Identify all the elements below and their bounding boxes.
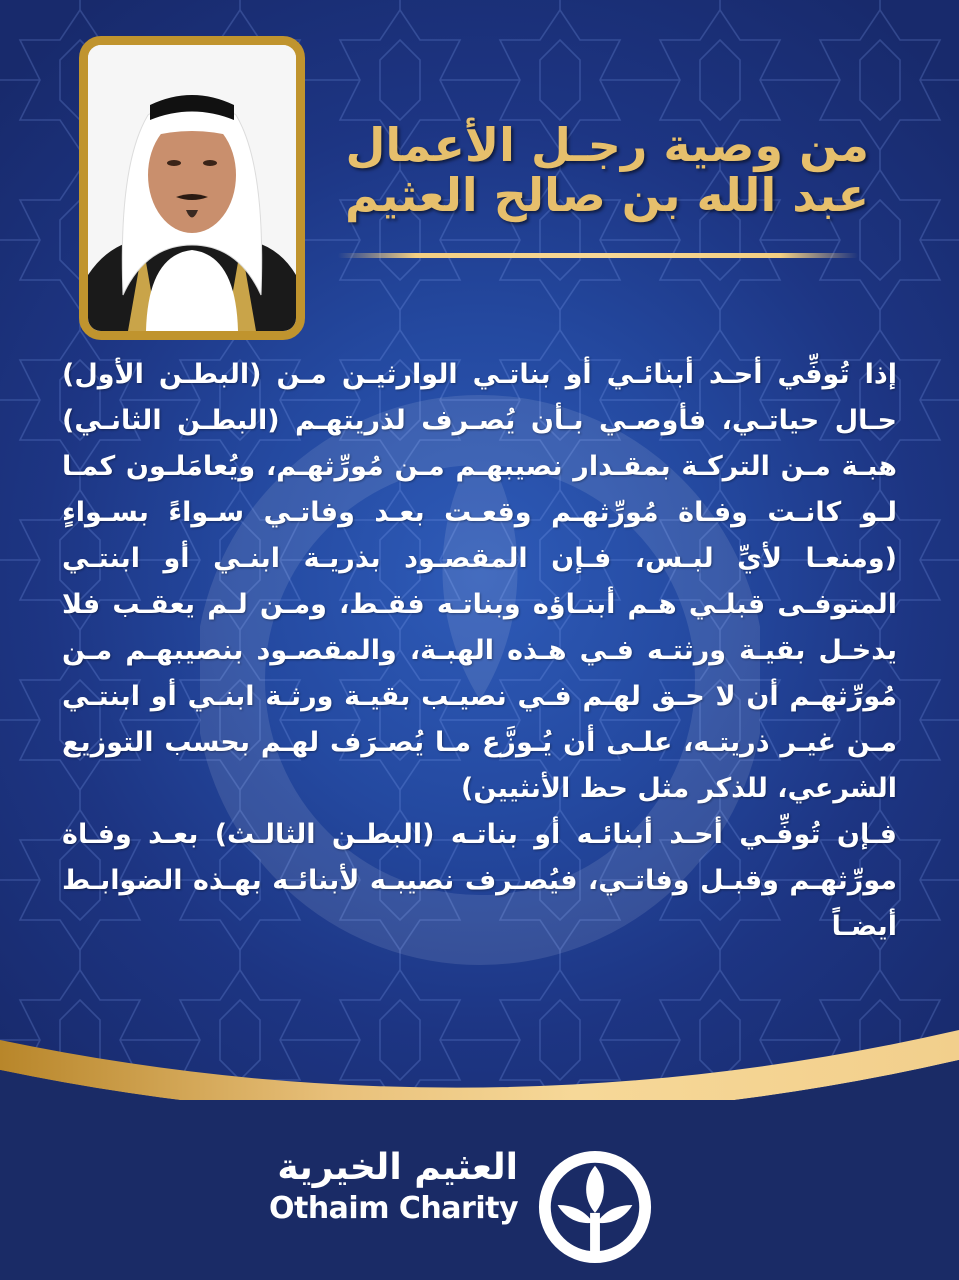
portrait-illustration <box>88 45 296 331</box>
paragraph-2: فـإن تُوفِّـي أحـد أبنائـه أو بناتـه (البطـن الثالـث) بعـد وفـاة مورِّثهـم وقبـل وفاتـي، فيُصـرف نصيبـه لأبنائـه بهـذه الضوابـط أيضـاً <box>62 819 897 942</box>
title-divider <box>338 253 858 258</box>
paragraph-1: إذا تُوفِّي أحـد أبنائـي أو بناتـي الوارثيـن مـن (البطـن الأول) حـال حياتـي، فأوصـي بـأن يُصـرف لذريتهـم (البطـن الثانـي) هبـة مـن التركـة بمقـدار نصيبهـم مـن مُورِّثهـم، ويُعامَلـون كمـا لـو كانـت وفـاة مُورِّثهـم وقعـت بعـد وفاتـي سـواءً بسـواءٍ (ومنعـا لأيِّ لبـس، فـإن المقصـود بذريـة ابنـي أو ابنتـي المتوفـى قبلـي هـم أبنـاؤه وبناتـه فقـط، ومـن لـم يعقـب فلا يدخـل بقيـة ورثتـه فـي هـذه الهبـة، والمقصـود بنصيبهـم مـن مُورِّثهـم أن لا حـق لهـم فـي نصيـب بقيـة ورثـة ابنـي أو ابنتـي مـن غيـر ذريتـه، علـى أن يُـوزَّع مـا يُصـرَف لهـم بحسب التوزيع الشرعي، للذكر مثل حظ الأنثيين) <box>62 359 897 804</box>
sprout-in-circle-icon <box>536 1148 654 1266</box>
logo-wordmark <box>268 1148 518 1226</box>
title-line-1: من وصية رجـل الأعمال <box>345 118 869 172</box>
will-text <box>62 352 897 950</box>
logo-english-name: Othaim Charity <box>268 1191 518 1226</box>
logo-arabic-name: العثيم الخيرية <box>277 1147 518 1188</box>
page-title <box>345 120 869 220</box>
portrait-photo <box>79 36 305 340</box>
title-line-2: عبد الله بن صالح العثيم <box>345 168 869 222</box>
